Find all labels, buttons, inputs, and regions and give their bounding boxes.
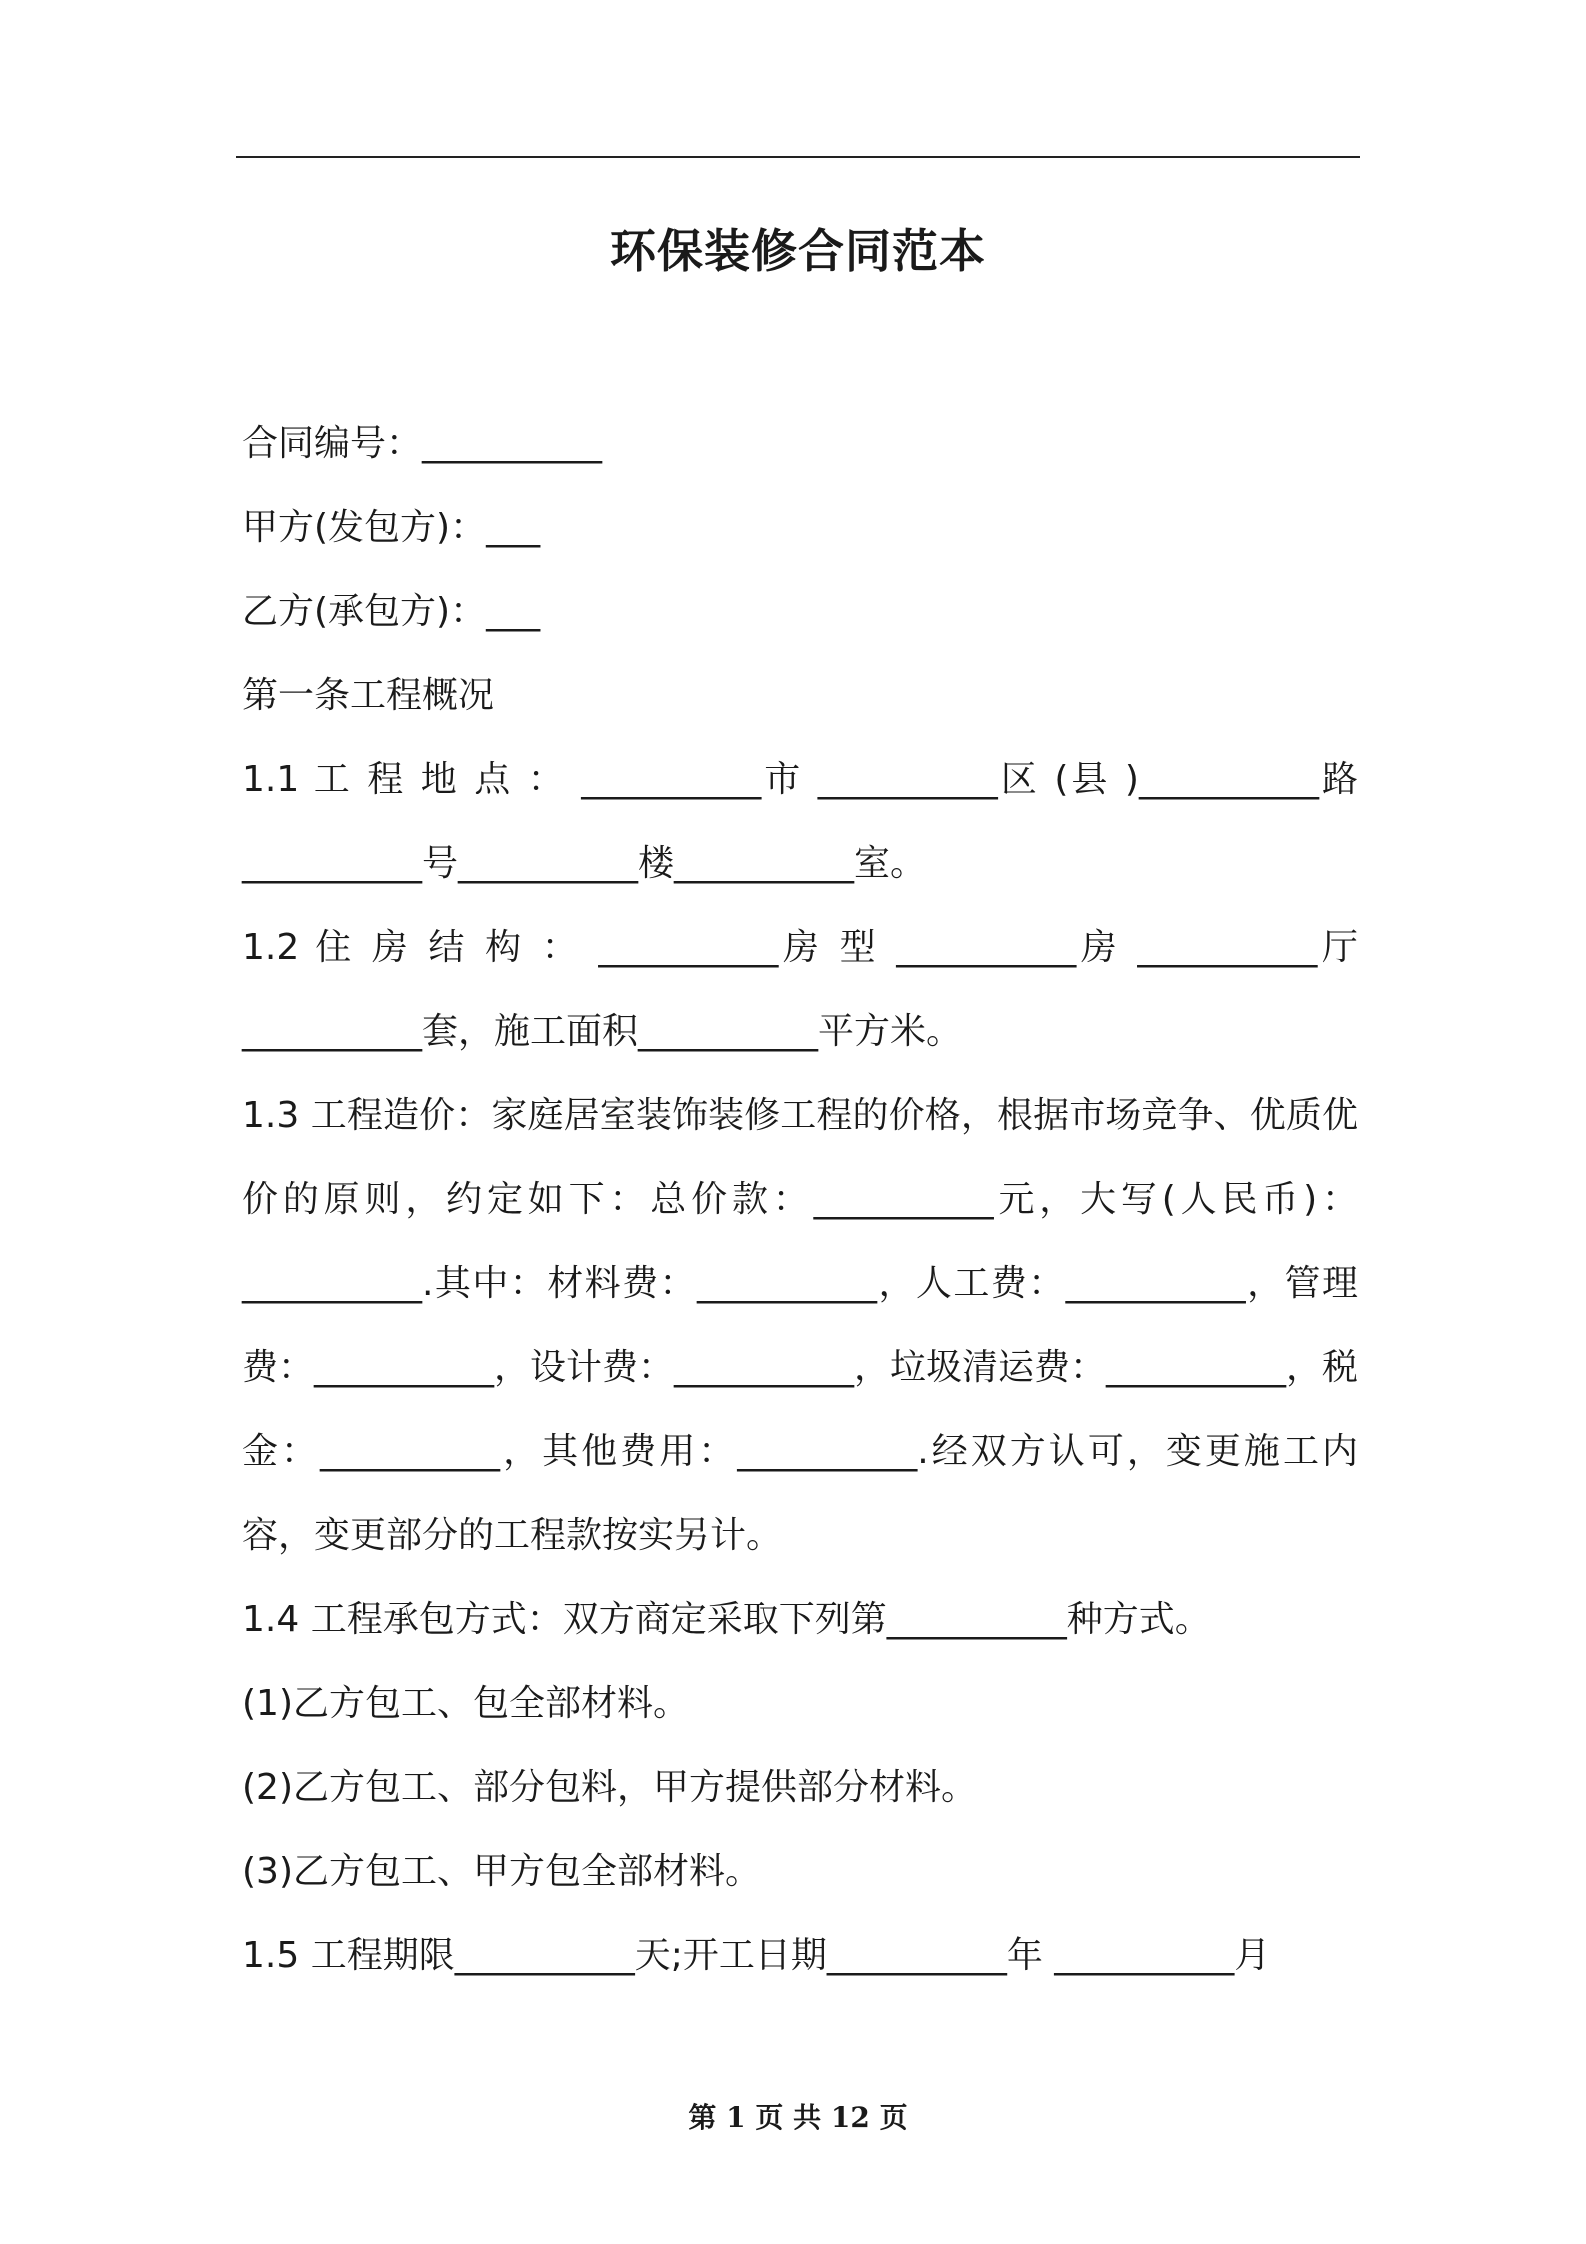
party-b-line: 乙方(承包方)：___ [242,591,541,632]
document-title: 环保装修合同范本 [610,224,986,278]
clause-1-2: 1.2 住 房 结 构 ： __________房 型 __________房 __________厅 __________套，施工面积__________平方米。 [242,927,1358,1052]
clause-1-5: 1.5 工程期限__________天;开工日期__________年 __________月 [242,1935,1271,1976]
clause-1-4: 1.4 工程承包方式：双方商定采取下列第__________种方式。 [242,1599,1211,1640]
page-number: 第 1 页 共 12 页 [688,2101,908,2134]
clause-1-1: 1.1 工 程 地 点 ： __________市 __________区 (县 )__________路 __________号__________楼__________室。 [242,759,1358,884]
section-heading: 第一条工程概况 [242,675,495,716]
header-divider [236,156,1360,158]
contract-number-line: 合同编号：__________ [242,423,603,464]
party-a-line: 甲方(发包方)：___ [242,507,541,548]
option-2: (2)乙方包工、部分包料，甲方提供部分材料。 [242,1767,977,1808]
option-3: (3)乙方包工、甲方包全部材料。 [242,1851,761,1892]
clause-1-3: 1.3 工程造价：家庭居室装饰装修工程的价格，根据市场竞争、优质优价的原则，约定如下：总价款：__________元，大写(人民币)：__________.其中：材料费：__________，人工费：__________，管理费：__________，设计费：__________，垃圾清运费：__________，税金：__________，其他费用：__________.经双方认可，变更施工内容，变更部分的工程款按实另计。 [242,1095,1359,1556]
option-1: (1)乙方包工、包全部材料。 [242,1683,689,1724]
contract-body [242,402,1358,1998]
